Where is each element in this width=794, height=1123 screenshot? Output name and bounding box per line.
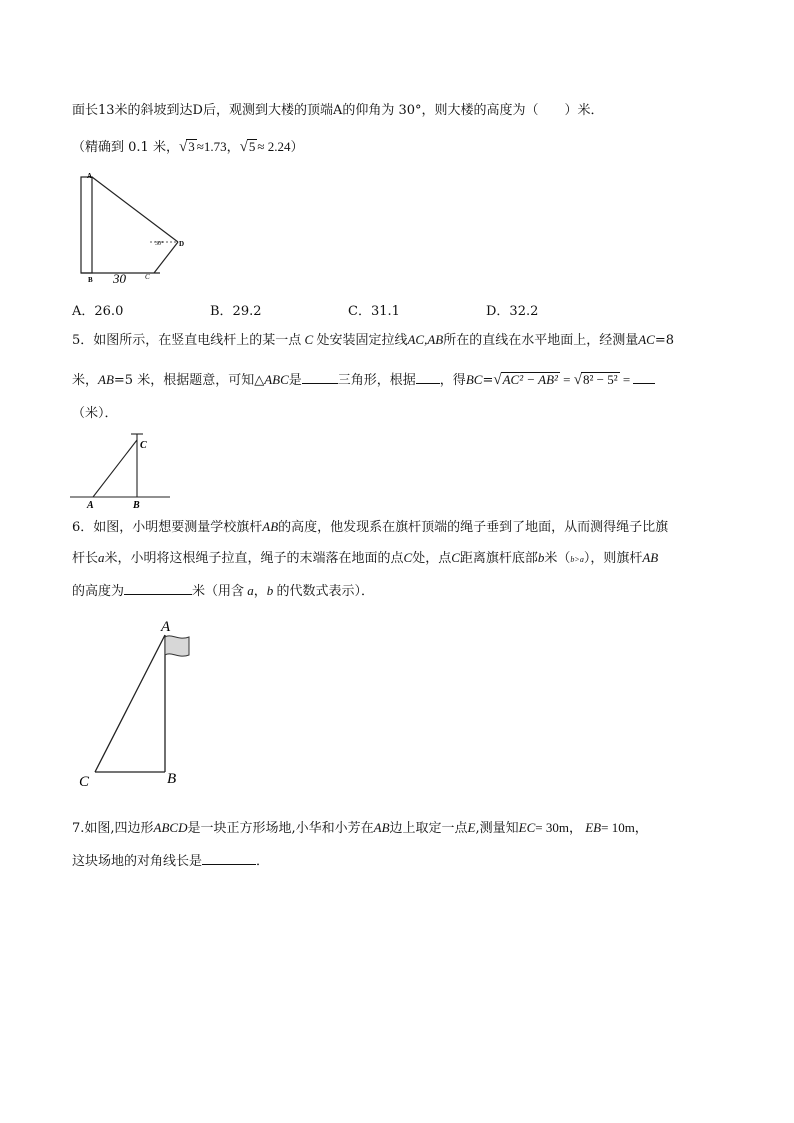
var-AB: AB — [98, 372, 114, 387]
q6-t6: 距离旗杆底部 — [459, 551, 538, 566]
label-A: A — [87, 500, 94, 510]
q6-t2: 的高度，他发现系在旗杆顶端的绳子垂到了地面，从而测得绳子比旗 — [278, 520, 669, 535]
var-ACAB: AC,AB — [407, 332, 444, 347]
label-B: B — [88, 276, 93, 284]
var-AB2: AB — [642, 550, 659, 565]
var-E: E — [467, 820, 476, 835]
formula-eq1: = — [559, 372, 574, 387]
q4-line1 — [72, 102, 604, 120]
label-B: B — [133, 500, 140, 510]
q6-t11: ， — [253, 584, 267, 599]
q6-t1: 6．如图，小明想要测量学校旗杆 — [72, 520, 263, 535]
q5-line2 — [72, 369, 655, 390]
q5-unit: （米）． — [72, 406, 118, 421]
q6-line2 — [72, 549, 658, 569]
q7-t4: ,测量知 — [475, 821, 519, 836]
formula-sqrt-b: √8² − 5² — [573, 372, 618, 388]
q6-t12: 的代数式表示）． — [276, 584, 375, 599]
label-C: C — [79, 774, 90, 790]
label-C: C — [140, 440, 147, 451]
var-AB: AB — [373, 820, 390, 835]
var-AC: AC — [638, 332, 655, 347]
option-b[interactable]: B．29.2 — [210, 304, 262, 319]
flag — [165, 636, 189, 656]
sqrt5-approx: ≈ 2.24 — [257, 139, 291, 154]
q7-t6: ． — [256, 854, 270, 869]
sqrt3: √3 — [178, 139, 195, 155]
var-AB: AB — [262, 519, 279, 534]
q5-t8: 三角形，根据 — [337, 373, 416, 388]
blank-triangle-type[interactable] — [302, 369, 338, 384]
label-D: D — [179, 240, 185, 248]
q7-line1 — [72, 819, 648, 838]
q6-figure — [75, 615, 200, 790]
q4-note-prefix: （精确到 0.1 米， — [72, 140, 179, 155]
q7-line2 — [72, 850, 269, 871]
label-A: A — [87, 172, 93, 180]
q4-note: （精确到 0.1 米，√3 ≈1.73，√5 ≈ 2.24） — [72, 139, 304, 155]
option-a[interactable]: A．26.0 — [72, 304, 124, 319]
blank-flagpole-height[interactable] — [124, 580, 192, 595]
q6-line1 — [72, 518, 668, 537]
angle-label: 30° — [155, 241, 164, 247]
blank-diagonal[interactable] — [202, 850, 256, 865]
q6-line3 — [72, 580, 374, 601]
var-a2: a — [244, 583, 254, 598]
var-ABC: ABC — [264, 372, 289, 387]
label-B: B — [167, 771, 177, 787]
q5-t6: =5 米，根据题意，可知△ — [113, 373, 265, 388]
var-ABCD: ABCD — [153, 820, 188, 835]
handwritten-mark: 30 — [113, 271, 126, 285]
q7-eb: = 10m， — [601, 820, 648, 835]
q7-t1: 7.如图,四边形 — [72, 821, 154, 836]
q5-line1 — [72, 331, 674, 350]
var-b: b — [537, 550, 545, 565]
q6-condition: b>a — [570, 555, 584, 564]
blank-bc-value[interactable] — [633, 369, 655, 384]
var-C: C — [403, 550, 413, 565]
q7-t5: 这块场地的对角线长是 — [72, 854, 203, 869]
q5-t3: 所在的直线在水平地面上，经测量 — [443, 333, 639, 348]
q5-t9: ，得 — [439, 373, 466, 388]
q6-t5: 处，点 — [412, 551, 452, 566]
sqrt3-approx: ≈1.73 — [196, 139, 227, 154]
q5-line3 — [72, 405, 118, 423]
q5-t7: 是 — [288, 373, 302, 388]
var-a: a — [98, 550, 105, 565]
blank-theorem[interactable] — [416, 369, 440, 384]
building — [81, 177, 92, 273]
var-EB: EB — [581, 820, 602, 835]
q6-t3: 杆长 — [72, 551, 99, 566]
q6-t4: 米，小明将这根绳子拉直，绳子的末端落在地面的点 — [104, 551, 404, 566]
option-d[interactable]: D．32.2 — [486, 304, 539, 319]
var-EC: EC — [518, 820, 536, 835]
label-A: A — [161, 619, 171, 635]
cable — [93, 440, 137, 497]
q4-text: 面长13米的斜坡到达D后，观测到大楼的顶端A的仰角为 30°，则大楼的高度为（ ）米． — [72, 103, 604, 118]
formula-sqrt-a: √AC² − AB² — [493, 372, 558, 388]
q6-t9: 的高度为 — [72, 584, 125, 599]
q5-t2: 处安装固定拉线 — [316, 333, 408, 348]
var-b2: b — [266, 583, 277, 598]
option-c[interactable]: C．31.1 — [348, 304, 400, 319]
q7-t3: 边上取定一点 — [389, 821, 468, 836]
q5-t1: 5．如图所示，在竖直电线杆上的某一点 — [72, 333, 302, 348]
q4-note-suffix: ） — [290, 140, 304, 155]
q5-figure — [70, 430, 175, 510]
q6-t10: 米（用含 — [192, 584, 245, 599]
q5-t5: 米， — [72, 373, 99, 388]
q4-figure — [72, 170, 192, 285]
var-BC: BC — [465, 372, 483, 387]
label-C: C — [145, 273, 150, 281]
var-C2: C — [451, 550, 460, 565]
sqrt5: √5 — [239, 139, 256, 155]
formula-eq2: = — [619, 372, 634, 387]
q6-t8: ），则旗杆 — [583, 551, 643, 566]
rope — [95, 635, 165, 772]
q7-t2: 是一块正方形场地,小华和小芳在 — [187, 821, 374, 836]
q5-t10: = — [482, 373, 494, 388]
formula-a: AC² − AB² — [502, 372, 558, 387]
q7-ec: = 30m， — [535, 820, 582, 835]
q6-t7: 米（ — [544, 551, 571, 566]
var-C: C — [301, 332, 317, 347]
q5-t4: =8 — [654, 333, 675, 348]
sight-line — [92, 177, 178, 242]
formula-b: 8² − 5² — [582, 372, 618, 387]
